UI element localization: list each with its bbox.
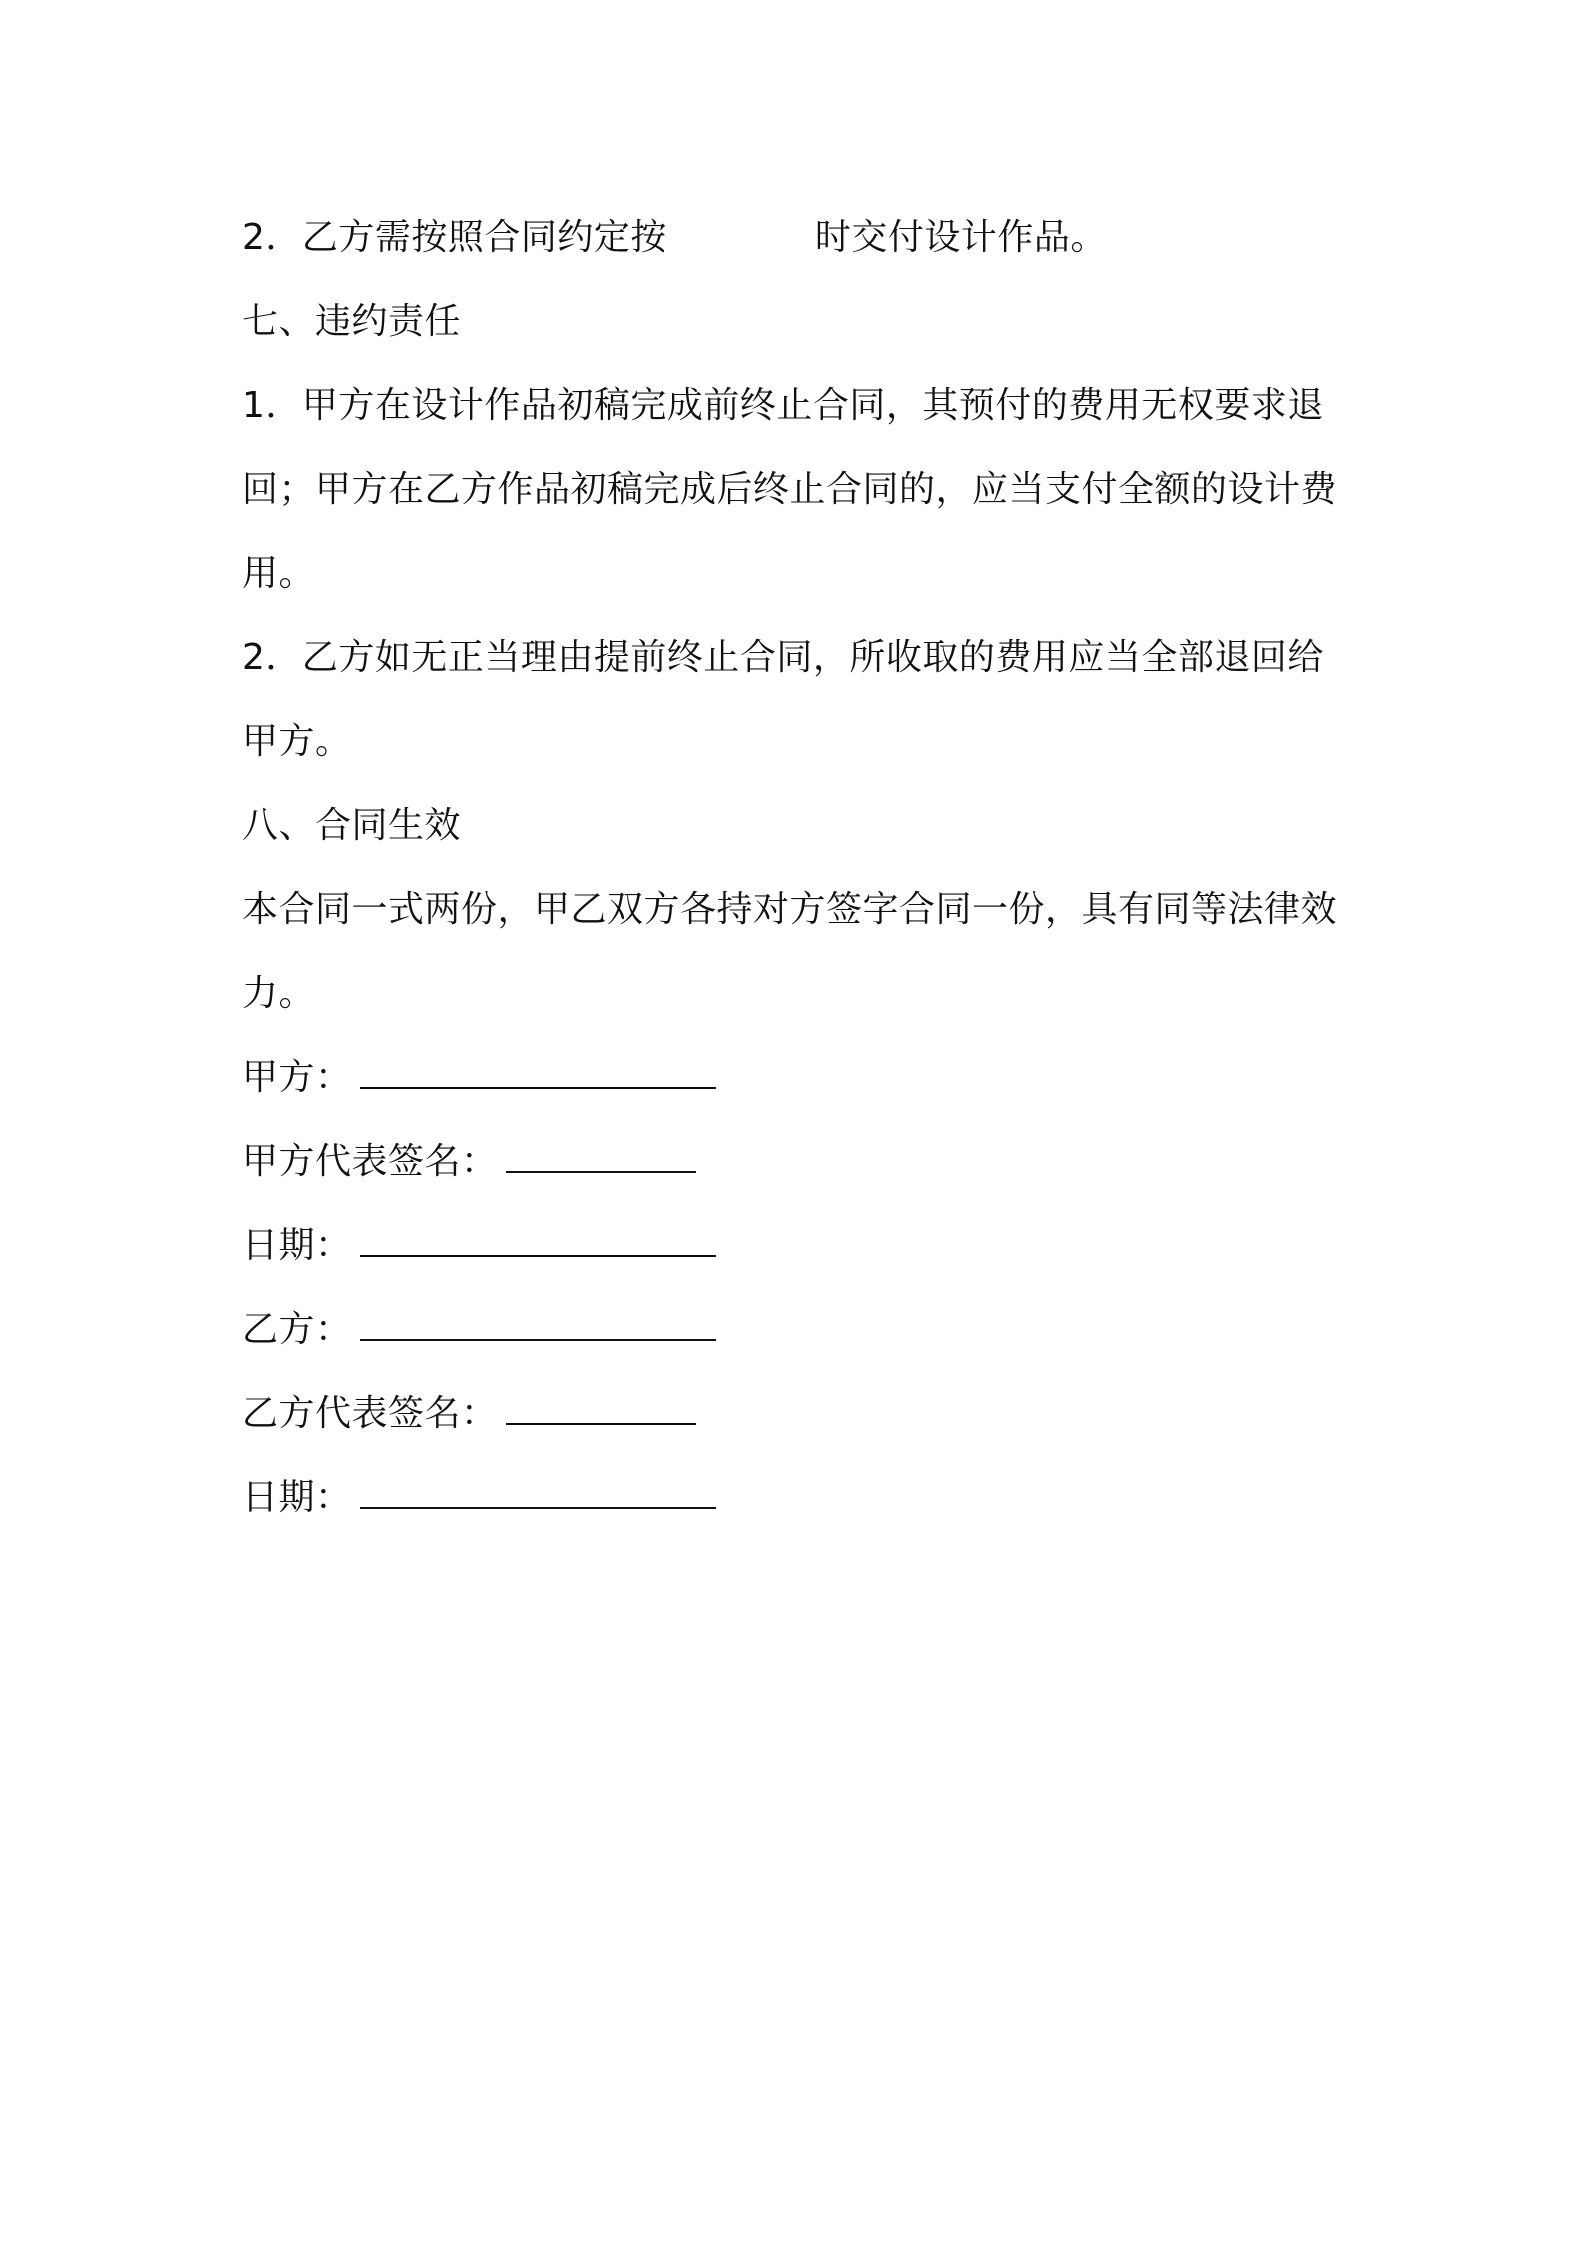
party-a-rep-blank-line[interactable]: [506, 1143, 696, 1173]
party-b-label: 乙方：: [242, 1309, 352, 1350]
party-a-date-row: [242, 1204, 1362, 1288]
section7-item2-line2: 甲方。: [242, 721, 352, 762]
section7-heading: 七、违约责任: [242, 301, 462, 342]
section6-item2-after: 时交付设计作品。: [814, 217, 1107, 258]
party-b-rep-signature-row: [242, 1372, 1362, 1456]
section7-item1-line1: 1．甲方在设计作品初稿完成前终止合同，其预付的费用无权要求退: [242, 385, 1324, 426]
party-b-signature-row: [242, 1288, 1362, 1372]
party-a-rep-signature-row: [242, 1120, 1362, 1204]
section7-item2-line1: 2．乙方如无正当理由提前终止合同，所收取的费用应当全部退回给: [242, 637, 1324, 678]
section7-item1-line2: 回；甲方在乙方作品初稿完成后终止合同的，应当支付全额的设计费: [242, 469, 1338, 510]
party-a-date-blank-line[interactable]: [360, 1227, 716, 1257]
section8-body-line2: 力。: [242, 973, 316, 1014]
party-a-rep-label: 甲方代表签名：: [242, 1141, 498, 1182]
section8-body-line1: 本合同一式两份，甲乙双方各持对方签字合同一份，具有同等法律效: [242, 889, 1338, 930]
document-body: [242, 196, 1362, 1540]
party-b-rep-label: 乙方代表签名：: [242, 1393, 498, 1434]
section7-item1-line3: 用。: [242, 553, 316, 594]
party-a-signature-row: [242, 1036, 1362, 1120]
party-a-label: 甲方：: [242, 1057, 352, 1098]
party-b-date-label: 日期：: [242, 1477, 352, 1518]
party-b-rep-blank-line[interactable]: [506, 1395, 696, 1425]
section6-item2-before: 2．乙方需按照合同约定按: [242, 217, 667, 258]
party-b-date-row: [242, 1456, 1362, 1540]
section8-heading: 八、合同生效: [242, 805, 462, 846]
party-a-blank-line[interactable]: [360, 1059, 716, 1089]
party-b-blank-line[interactable]: [360, 1311, 716, 1341]
section6-item2: [242, 196, 1362, 280]
party-b-date-blank-line[interactable]: [360, 1479, 716, 1509]
party-a-date-label: 日期：: [242, 1225, 352, 1266]
